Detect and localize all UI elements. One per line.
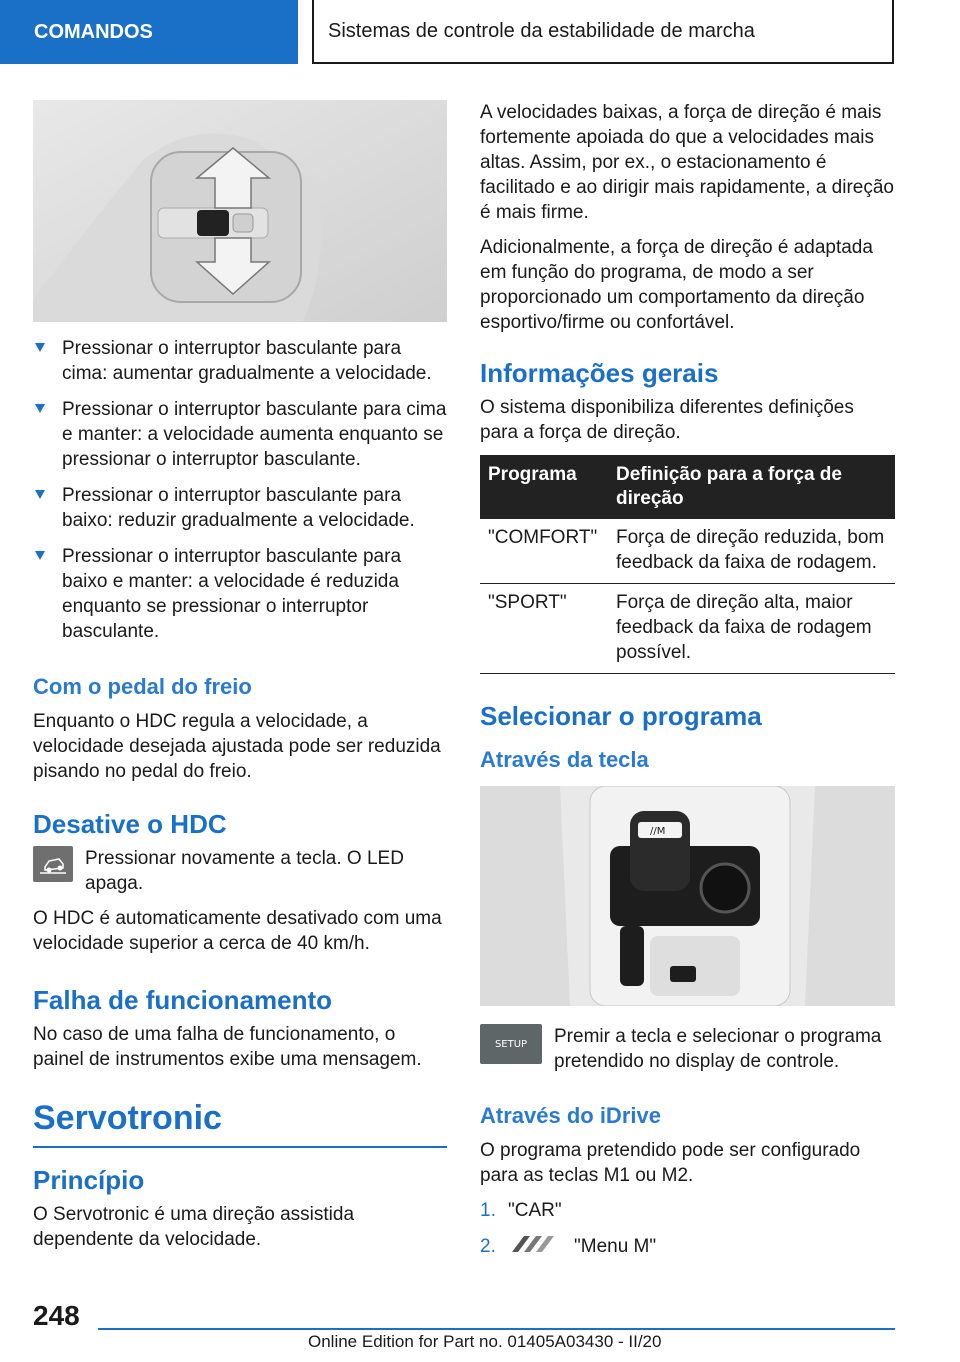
right-column <box>480 100 895 1270</box>
list-item <box>480 1234 895 1259</box>
table-header: Definição para a força de direção <box>608 455 895 519</box>
deactivate-heading: Desative o HDC <box>33 809 227 839</box>
setup-key-icon <box>480 1024 542 1064</box>
list-item: Pressionar o interruptor basculante para baixo: reduzir gradualmente a velocidade. <box>33 483 447 533</box>
servo-paragraph-1: A velocidades baixas, a força de direção é mais fortemente apoiada do que a velocidades mais altas. Assim, por ex., o estacionamento é facilitado e ao dirigir mais rapidamente, a direção é mais firme. <box>480 102 894 223</box>
principle-heading: Princípio <box>33 1165 145 1195</box>
table-header: Programa <box>480 455 608 519</box>
list-item: Pressionar o interruptor basculante para cima e manter: a velocidade aumenta enquanto se pressionar o interruptor basculante. <box>33 397 447 472</box>
steering-wheel-switch-image <box>33 100 447 322</box>
edition-text: Online Edition for Part no. 01405A03430 - II/20 <box>308 1332 662 1351</box>
fault-heading: Falha de funcionamento <box>33 985 333 1015</box>
general-info-text: O sistema disponibiliza diferentes definições para a força de direção. <box>480 397 854 443</box>
header-title: Sistemas de controle da estabilidade de marcha <box>328 19 755 42</box>
list-item: Pressionar o interruptor basculante para baixo e manter: a velocidade é reduzida enquanto se pressionar o interruptor basculante. <box>33 544 447 644</box>
table-header-row <box>480 455 895 519</box>
left-column <box>33 100 447 1262</box>
general-info-heading: Informações gerais <box>480 358 719 388</box>
deactivate-row <box>33 846 447 896</box>
setup-key-label: SETUP <box>494 1038 528 1050</box>
via-key-heading: Através da tecla <box>480 747 649 772</box>
setup-text: Premir a tecla e selecionar o programa pretendido no display de controle. <box>554 1026 882 1072</box>
table-cell: "COMFORT" <box>480 519 608 584</box>
program-table <box>480 455 895 674</box>
servotronic-heading: Servotronic <box>33 1099 222 1137</box>
table-row <box>480 584 895 674</box>
list-item: Pressionar o interruptor basculante para cima: aumentar gradualmente a velocidade. <box>33 336 447 386</box>
via-idrive-heading: Através do iDrive <box>480 1103 661 1128</box>
fault-text: No caso de uma falha de funcionamento, o painel de instrumentos exibe uma mensagem. <box>33 1024 422 1070</box>
triangle-bullet-icon <box>35 551 45 560</box>
brake-heading: Com o pedal do freio <box>33 674 252 699</box>
table-cell: Força de direção alta, maior feedback da faixa de rodagem possível. <box>608 584 895 674</box>
triangle-bullet-icon <box>35 343 45 352</box>
servo-paragraph-2: Adicionalmente, a força de direção é adaptada em função do programa, de modo a ser proporcionado um comportamento da direção esportivo/firme ou confortável. <box>480 237 873 333</box>
footer-divider <box>98 1328 895 1330</box>
step-text: "Menu M" <box>574 1236 657 1257</box>
auto-deactivate-text: O HDC é automaticamente desativado com uma velocidade superior a cerca de 40 km/h. <box>33 908 442 954</box>
select-program-heading: Selecionar o programa <box>480 701 762 731</box>
header-section-tab <box>0 0 298 64</box>
step-number: 1. <box>480 1200 496 1221</box>
table-cell: "SPORT" <box>480 584 608 674</box>
hdc-car-slope-icon <box>33 846 73 882</box>
setup-row <box>480 1024 895 1074</box>
brake-text: Enquanto o HDC regula a velocidade, a velocidade desejada ajustada pode ser reduzida pisando no pedal do freio. <box>33 711 441 782</box>
deactivate-text: Pressionar novamente a tecla. O LED apaga. <box>85 848 404 894</box>
step-text: "CAR" <box>508 1200 562 1221</box>
list-item <box>480 1198 895 1223</box>
idrive-steps <box>480 1198 895 1259</box>
table-cell: Força de direção reduzida, bom feedback da faixa de rodagem. <box>608 519 895 584</box>
principle-text: O Servotronic é uma direção assistida dependente da velocidade. <box>33 1204 355 1250</box>
speed-switch-bullet-list <box>33 336 447 644</box>
page-number: 248 <box>33 1300 80 1331</box>
triangle-bullet-icon <box>35 404 45 413</box>
center-console-image <box>480 786 895 1006</box>
header-title-box <box>312 0 894 64</box>
svg-text://M: //M <box>650 826 666 837</box>
m-stripes-icon <box>508 1234 564 1254</box>
step-number: 2. <box>480 1236 496 1257</box>
table-row <box>480 519 895 584</box>
triangle-bullet-icon <box>35 490 45 499</box>
header-section-label: COMANDOS <box>34 20 153 43</box>
idrive-text: O programa pretendido pode ser configurado para as teclas M1 ou M2. <box>480 1140 861 1186</box>
heading-divider <box>33 1146 447 1148</box>
